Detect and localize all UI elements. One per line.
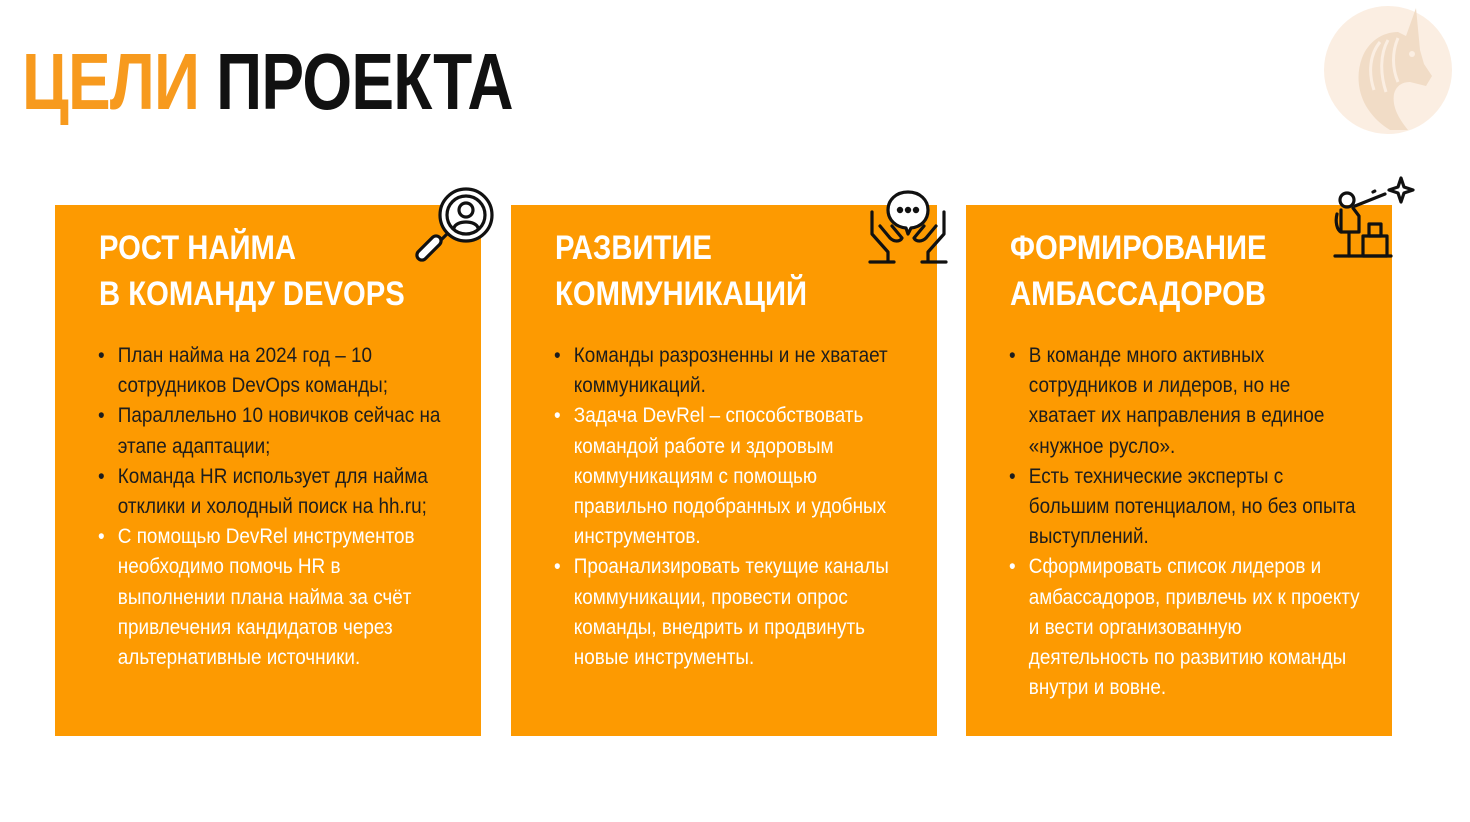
card-title-line1: РАЗВИТИЕ bbox=[555, 229, 712, 267]
bullet-item: • Проанализировать текущие каналы коммуникации, провести опрос команды, внедрить и продвинуть новые инструменты. bbox=[554, 552, 905, 673]
title-accent: ЦЕЛИ bbox=[22, 37, 200, 126]
card-hiring-growth bbox=[55, 205, 481, 736]
page-title bbox=[22, 36, 513, 128]
hands-chat-bubble-icon bbox=[866, 186, 950, 266]
bullet-list bbox=[98, 341, 488, 673]
bullet-item: • Задача DevRel – способствовать командой работе и здоровым коммуникациям с помощью правильно подобранных и удобных инструментов. bbox=[554, 401, 905, 552]
card-title-line1: ФОРМИРОВАНИЕ bbox=[1010, 229, 1267, 267]
card-title-line2: АМБАССАДОРОВ bbox=[1010, 275, 1267, 313]
card-title bbox=[99, 225, 405, 317]
card-title-line2: В КОМАНДУ DEVOPS bbox=[99, 275, 405, 313]
card-title-line1: РОСТ НАЙМА bbox=[99, 229, 296, 267]
card-communications bbox=[511, 205, 937, 736]
bullet-item: • Параллельно 10 новичков сейчас на этапе адаптации; bbox=[98, 401, 449, 461]
bullet-item: • Сформировать список лидеров и амбассадоров, привлечь их к проекту и вести организованную деятельность по развитию команды внутри и вовне. bbox=[1009, 552, 1360, 703]
bullet-list bbox=[1009, 341, 1399, 703]
card-ambassadors bbox=[966, 205, 1392, 736]
bullet-item: • План найма на 2024 год – 10 сотрудников DevOps команды; bbox=[98, 341, 449, 401]
card-title bbox=[1010, 225, 1266, 317]
bullet-item: • Команды разрозненны и не хватает коммуникаций. bbox=[554, 341, 905, 401]
card-title-line2: КОММУНИКАЦИЙ bbox=[555, 275, 807, 313]
bullet-list bbox=[554, 341, 944, 673]
card-title bbox=[555, 225, 807, 317]
leader-star-icon bbox=[1333, 176, 1417, 260]
title-rest: ПРОЕКТА bbox=[216, 37, 513, 126]
bullet-item: • Есть технические эксперты с большим потенциалом, но без опыта выступлений. bbox=[1009, 462, 1360, 553]
bullet-item: • Команда HR использует для найма отклики и холодный поиск на hh.ru; bbox=[98, 462, 449, 522]
bullet-item: • С помощью DevRel инструментов необходимо помочь HR в выполнении плана найма за счёт привлечения кандидатов через альтернативные источники. bbox=[98, 522, 449, 673]
magnifier-person-icon bbox=[410, 183, 500, 271]
unicorn-logo bbox=[1320, 2, 1460, 137]
bullet-item: • В команде много активных сотрудников и лидеров, но не хватает их направления в единое «нужное русло». bbox=[1009, 341, 1360, 462]
